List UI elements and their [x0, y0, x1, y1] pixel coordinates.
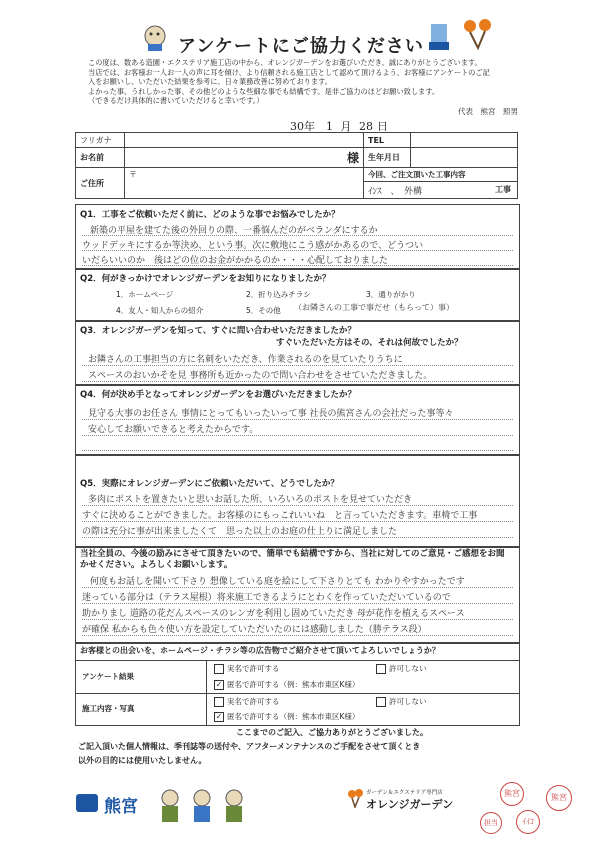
q5-answer-line: の際は充分に事が出来ましたくて 思った以上のお庭の仕上りに満足しました [82, 527, 398, 537]
birth-label: 生年月日 [364, 148, 411, 168]
survey-date: 30年 1 月 28 日 [290, 120, 388, 133]
approval-stamp: 熊宮 [546, 785, 572, 811]
ad-option-deny[interactable]: 許可しない [376, 696, 427, 707]
q1-label: Q1．工事をご依頼いただく前に、どのような事でお悩みでしたか？ [80, 210, 340, 220]
feedback-label: 当社全員の、今後の励みにさせて頂きたいので、簡単でも結構ですから、当社に対してのご意見・ご感想をお聞かせください。よろしくお願いします。 [80, 549, 505, 570]
brand-orange-garden: オレンジガーデン [366, 798, 454, 811]
closing-thanks: ここまでのご記入、ご協力ありがとうございました。 [236, 728, 428, 737]
q3-answer-line: お隣さんの工事担当の方に名刺をいただき、作業されるのを見ていたりうちに [88, 355, 403, 365]
checked-checkbox-icon[interactable]: ✓ [215, 712, 223, 721]
q3-sub-label: すぐいただいた方はその、それは何故でしたか？ [276, 338, 463, 348]
q3-label: Q3．オレンジガーデンを知って、すぐに問い合わせいただきましたか？ [80, 326, 356, 336]
q2-option[interactable]: 2．折り込みチラシ [246, 290, 311, 299]
name-suffix: 様 [125, 148, 364, 168]
ad-option-anonymous[interactable]: ✓ 匿名で許可する（例：熊本市東区K様） [215, 680, 360, 689]
q5-answer-line: 多肉にポストを置きたいと思いお話した所、いろいろのポストを見せていただき [88, 495, 413, 505]
feedback-answer-line: 助かりまし 道路の花だんスペースのレンガを利用し固めていただき 母が花作を植えるスペース [82, 609, 465, 619]
q1-answer-line: 新築の平屋を建てた後の外回りの際、一番悩んだのがベランダにするか [90, 226, 378, 236]
footer-logos [76, 786, 256, 824]
q5-label: Q5．実際にオレンジガーデンにご依頼いただいて、どうでしたか？ [80, 479, 339, 489]
q3-section [75, 320, 520, 386]
q5-answer-line: すぐに決めることができました。お客様のにもっこれいいね と言っていただきます。車椅で工事 [82, 511, 478, 521]
q4-answer-line: 安心してお願いできると考えたからです。 [88, 425, 259, 435]
ad-row-label: 施工内容・写真 [82, 704, 135, 713]
ad-option-realname[interactable]: 実名で許可する [214, 696, 280, 707]
privacy-notice: ご記入頂いた個人情報は、季刊誌等の送付や、アフターメンテナンスのご手配をさせて頂くとき [78, 742, 421, 751]
ad-option-deny[interactable]: 許可しない [376, 663, 427, 674]
customer-info-table [75, 132, 518, 199]
ad-row-label: アンケート結果 [82, 672, 135, 681]
checkbox-icon[interactable] [214, 697, 224, 707]
orange-logo-icon [346, 788, 364, 808]
privacy-notice: 以外の目的には使用いたしません。 [78, 756, 207, 765]
orange-tree-icon [460, 18, 496, 52]
feedback-answer-line: 迷っている部分は（テラス屋根）将来施工できるようにとわくを作っていただいているので [82, 593, 451, 603]
q2-option[interactable]: 3．通りがかり [366, 290, 416, 299]
checkbox-icon[interactable] [376, 664, 386, 674]
kumamiya-badge-icon [76, 794, 98, 812]
signature: 代表 熊宮 照男 [458, 107, 518, 116]
q4-answer-line: 見守る大事のお任さん 事情にとってもいったいって事 社長の熊宮さんの会社だった事等々 [88, 409, 454, 419]
postal-mark: 〒 [125, 168, 364, 199]
page-title: アンケートにご協力ください [178, 36, 424, 57]
intro-text: この度は、数ある造園・エクステリア施工店の中から、オレンジガーデンをお選びいただき、誠にありがとうございます。 当店では、お客様お一人お一人の声に耳を傾け、より信頼される施工店として認めて頂けるよう、お客様にアンケートのご記 入をお願いし、いただいた結果を参考に、日々業務改善に努めております。 よかった事、うれしかった事、その他どのような些細な事でも結構です。是非ご協力のほどお願い致します。 （できるだけ具体的に書いていただけると幸いです。） [88, 58, 490, 106]
approval-stamp: 担当 [480, 812, 502, 834]
q4-label: Q4．何が決め手となってオレンジガーデンをお選びいただきましたか？ [80, 390, 357, 400]
q2-option[interactable]: 4．友人・知人からの紹介 [116, 306, 204, 315]
q1-answer-line: いだらいいのか 後はどの位のお金がかかるのか・・・心配しておりました [82, 256, 389, 266]
brand-kumamiya: 熊宮 [104, 797, 138, 817]
approval-stamp: ｲｲｺ [516, 810, 540, 834]
ad-option-realname[interactable]: 実名で許可する [214, 663, 280, 674]
ad-option-anonymous[interactable]: ✓ 匿名で許可する（例：熊本市東区K様） [215, 712, 360, 721]
tel-label: TEL [364, 133, 411, 148]
q4-section [75, 384, 520, 456]
name-label: お名前 [76, 148, 125, 168]
ad-question: お客様との出会いを、ホームページ・チラシ等の広告物でご紹介させて頂いてよろしいでしょうか？ [80, 646, 440, 655]
approval-stamp: 熊宮 [500, 782, 524, 806]
q2-option[interactable]: 1．ホームページ [116, 290, 174, 299]
q2-section [75, 268, 520, 322]
kumamiya-logo-icon [428, 22, 450, 52]
q1-answer-line: ウッドデッキにするか等決め、という事。次に敷地にこう感がかあるので、どうつい [82, 241, 424, 251]
furigana-label: フリガナ [76, 133, 125, 148]
checked-checkbox-icon[interactable]: ✓ [215, 680, 223, 689]
checkbox-icon[interactable] [214, 664, 224, 674]
work-value: ｲﾝｽ 、 外構 [368, 186, 423, 197]
checkbox-icon[interactable] [376, 697, 386, 707]
feedback-answer-line: 何度もお話しを聞いて下さり 想像している庭を絵にして下さりとても わかりやすかったです [90, 577, 465, 587]
brand-orange-sub: ガーデン＆エクステリア専門店 [366, 790, 443, 796]
feedback-section [75, 546, 520, 644]
q5-section [75, 454, 520, 548]
q2-label: Q2．何がきっかけでオレンジガーデンをお知りになりましたか？ [80, 274, 331, 284]
q2-other-answer: （お隣さんの工事で事だせ（もらって）事） [294, 303, 454, 312]
staff-illustration-icon [154, 786, 254, 828]
ad-permission-section [75, 642, 520, 726]
address-label: ご住所 [76, 168, 125, 199]
q2-option[interactable]: 5．その他 [246, 306, 281, 315]
q3-answer-line: スペースのおいかそを見 事務所も近かったので問い合わせをさせていただきました。 [88, 371, 433, 381]
dog-mascot-icon [140, 22, 170, 52]
feedback-answer-line: が確保 私からも色々使い方を設定していただいたのには感動しました（勝テラス段） [82, 625, 427, 635]
work-suffix: 工事 [495, 184, 511, 194]
q1-section [75, 204, 520, 270]
work-label: 今回、ご注文頂いた工事内容 [364, 168, 518, 182]
